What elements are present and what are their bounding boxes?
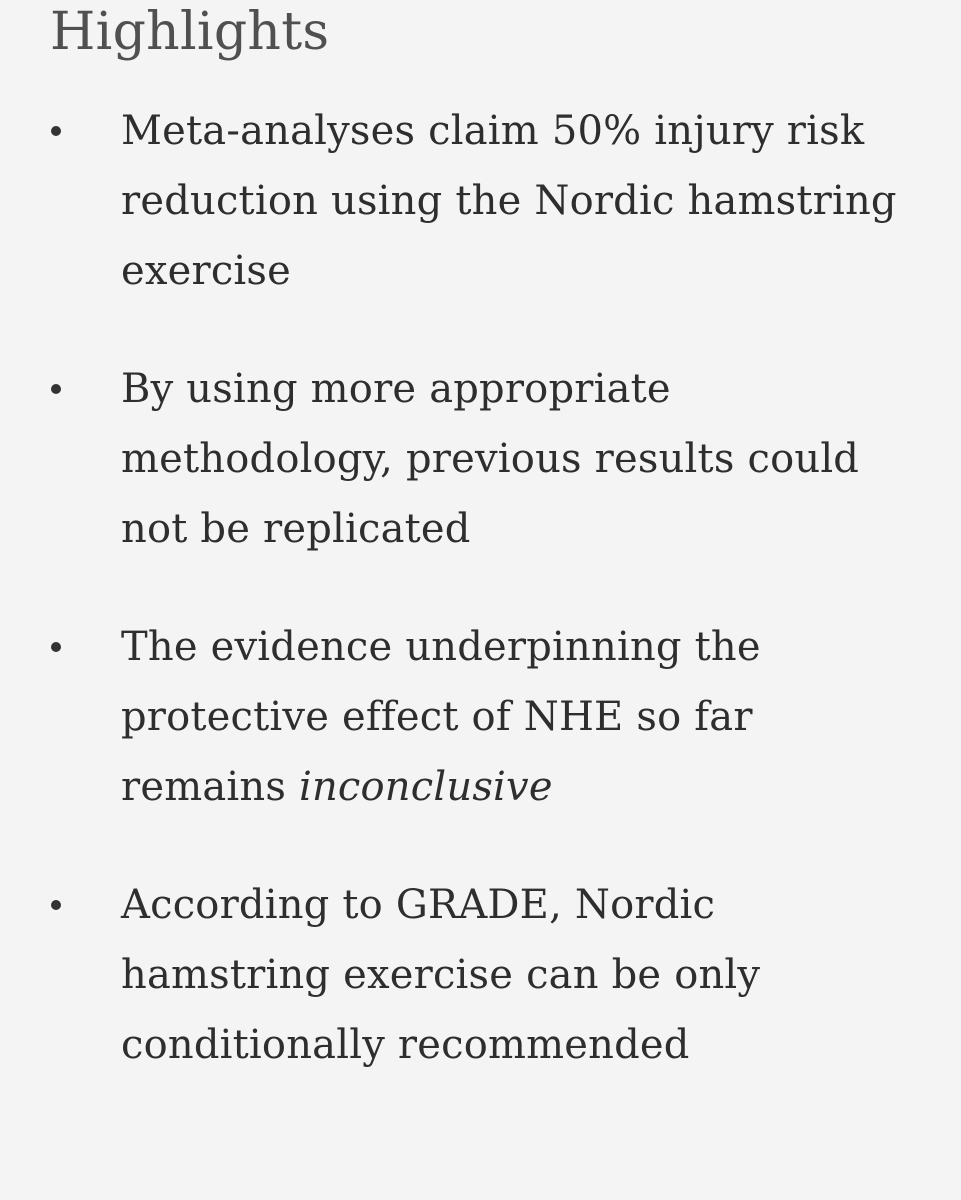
highlight-text: According to GRADE, Nordic hamstring exercise can be only conditionally recommended <box>121 882 761 1068</box>
highlight-item <box>0 354 961 564</box>
page-title: Highlights <box>50 2 330 62</box>
bullet-icon <box>51 642 61 652</box>
highlights-list <box>0 96 961 1128</box>
highlight-text: Meta-analyses claim 50% injury risk reduction using the Nordic hamstring exercise <box>121 108 897 294</box>
highlight-item <box>0 870 961 1080</box>
highlight-emphasis: inconclusive <box>298 764 553 810</box>
bullet-icon <box>51 126 61 136</box>
highlight-item <box>0 612 961 822</box>
highlight-item <box>0 96 961 306</box>
bullet-icon <box>51 384 61 394</box>
highlight-text: The evidence underpinning the protective effect of NHE so far remains <box>121 624 761 810</box>
highlight-text: By using more appropriate methodology, previous results could not be replicated <box>121 366 860 552</box>
bullet-icon <box>51 900 61 910</box>
